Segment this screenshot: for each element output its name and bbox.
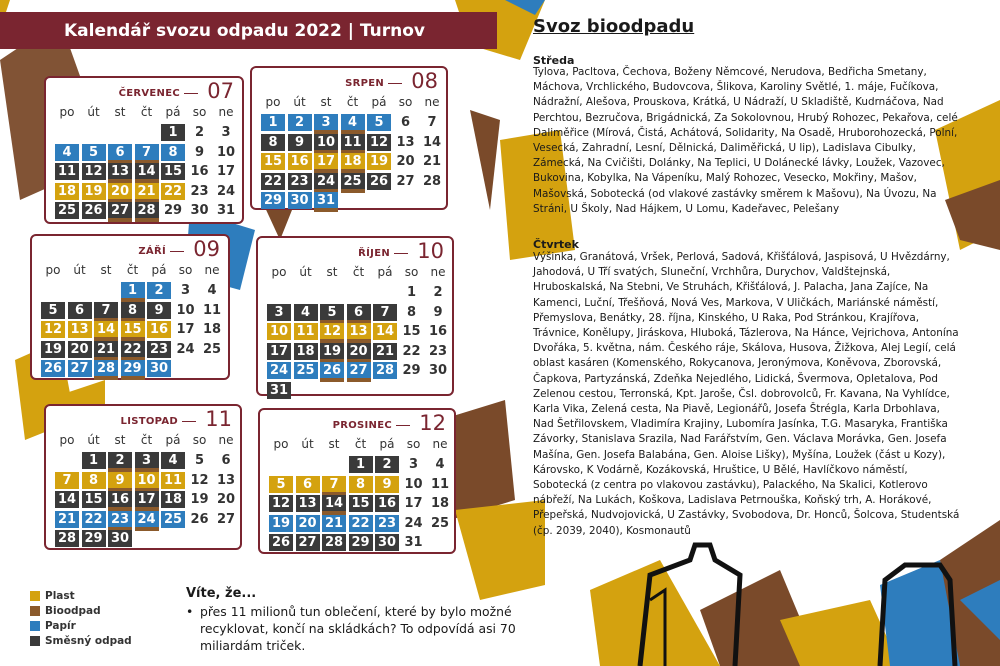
month-divider (388, 83, 402, 84)
calendar-day: 2 (375, 456, 399, 473)
calendar-day: 28 (422, 173, 442, 189)
calendar-day: 31 (216, 203, 236, 218)
calendar-day: 25 (430, 515, 450, 531)
wednesday-streets: Tylova, Pacltova, Čechova, Boženy Němcové, Nerudova, Bedřicha Smetany, Máchova, Vrchlického, Budovcova, Šlikova, Karoliny Světlé, 1. máje, Fučíkova, Nádražní, Alešova, Prouskova, Krátká, U Nádraží, U Skladiště, Kudrnáčova, Nad Perchtou, Bezručova, Brigádnická, Za Sokolovnou, Hrubý Rohozec, Pekařova, celé Daliměřice (Mírová, Čistá, Achátová, Solidarity, Na Osadě, Hruborohozecká, Polní, Vesecká, Zahradní, Lesní, Dělnická, Daliměřická, U lip), Ladislava Cibulky, Zámecká, Na Cvičišti, Dolánky, Na Teplici, U Dolánecké lávky, Loužek, Vazovec, Bukovina, Kobylka, Na Vápeníku, Malý Rohozec, Vesecko, Mokřiny, Mašov, Mašovská, Sobotecká (od vlakové zastávky směrem k Mašovu), Na Úvozu, Na Stráni, U Školy, Nad Hájkem, U Lomu, Kadeřavec, Pelešany (533, 66, 958, 215)
calendar-day: 20 (347, 343, 371, 360)
calendar-day: 15 (402, 324, 421, 339)
calendar-day: 18 (294, 343, 318, 360)
weekday-label: út (87, 105, 100, 119)
month-divider (182, 421, 196, 422)
calendar-day: 1 (121, 282, 145, 299)
calendar-day: 14 (373, 323, 397, 340)
weekday-label: čt (352, 265, 365, 279)
calendar-day: 20 (68, 341, 92, 358)
calendar-day: 6 (296, 476, 320, 493)
calendar-day: 5 (367, 114, 391, 131)
calendar-day: 16 (428, 324, 448, 339)
calendar-day: 22 (402, 343, 421, 359)
calendar-day: 24 (176, 341, 195, 357)
weekday-label: st (320, 95, 332, 109)
month-name: ČERVENEC (118, 88, 180, 99)
legend-item-plast: Plast (30, 588, 132, 603)
month-divider (394, 253, 408, 254)
weekday-label: út (73, 263, 86, 277)
month-number: 07 (207, 79, 234, 103)
calendar-day: 9 (375, 476, 399, 493)
calendar-day: 17 (216, 164, 236, 179)
calendar-day: 2 (288, 114, 312, 131)
calendar-day: 13 (68, 321, 92, 338)
legend-item-smesny: Směsný odpad (30, 633, 132, 648)
calendar-day: 10 (135, 472, 159, 489)
calendar-day: 21 (55, 511, 79, 528)
weekday-label: čt (140, 433, 153, 447)
weekday-label: út (299, 265, 312, 279)
calendar-day: 17 (314, 153, 338, 170)
weekday-label: po (59, 433, 75, 447)
calendar-day: 27 (108, 202, 132, 219)
calendar-day: 15 (82, 491, 106, 508)
calendar-listopad (44, 404, 242, 550)
calendar-day: 6 (400, 115, 411, 130)
calendar-day: 3 (314, 114, 338, 131)
weekday-label: čt (354, 437, 367, 451)
calendar-day: 6 (108, 144, 132, 161)
calendar-day: 23 (147, 341, 171, 358)
weekday-label: so (178, 263, 193, 277)
calendar-day: 21 (94, 341, 118, 358)
calendar-day: 26 (367, 173, 391, 190)
weekday-label: čt (140, 105, 153, 119)
calendar-day: 13 (216, 472, 236, 488)
calendar-červenec (44, 76, 244, 224)
calendar-day: 5 (194, 453, 205, 468)
calendar-day: 28 (94, 360, 118, 377)
wednesday-title: Středa (533, 54, 575, 67)
bioodpad-marker (108, 218, 132, 222)
calendar-day: 6 (347, 304, 371, 321)
calendar-day: 14 (135, 163, 159, 180)
calendar-day: 27 (396, 173, 415, 189)
calendar-day: 2 (194, 125, 205, 140)
calendar-day: 28 (322, 534, 346, 551)
bioodpad-marker (314, 208, 338, 212)
calendar-day: 28 (55, 530, 79, 547)
calendar-day: 24 (314, 173, 338, 190)
calendar-day: 11 (294, 323, 318, 340)
calendar-day: 12 (320, 323, 344, 340)
calendar-day: 3 (180, 283, 191, 298)
calendar-day: 7 (94, 302, 118, 319)
calendar-day: 23 (428, 343, 448, 359)
calendar-day: 17 (176, 322, 195, 337)
weekday-label: so (398, 95, 413, 109)
weekday-label: ne (218, 105, 234, 119)
calendar-day: 11 (161, 472, 185, 489)
calendar-day: 1 (161, 124, 185, 141)
bioodpad-marker (135, 218, 159, 222)
legend (30, 588, 132, 648)
calendar-day: 7 (55, 472, 79, 489)
calendar-day: 17 (404, 496, 423, 511)
calendar-day: 9 (108, 472, 132, 489)
calendar-day: 25 (294, 362, 318, 379)
calendar-day: 13 (296, 495, 320, 512)
calendar-day: 2 (108, 452, 132, 469)
page-title: Kalendář svozu odpadu 2022 | Turnov (0, 12, 497, 49)
calendar-day: 2 (433, 285, 443, 300)
calendar-day: 29 (261, 192, 285, 209)
calendar-day: 21 (422, 154, 442, 169)
calendar-day: 8 (349, 476, 373, 493)
calendar-day: 26 (190, 511, 209, 527)
weekday-label: po (265, 95, 281, 109)
calendar-day: 3 (135, 452, 159, 469)
weekday-label: út (87, 433, 100, 447)
calendar-day: 16 (288, 153, 312, 170)
calendar-day: 18 (202, 322, 222, 337)
month-number: 08 (411, 69, 438, 93)
calendar-day: 13 (347, 323, 371, 340)
calendar-day: 24 (135, 511, 159, 528)
calendar-day: 18 (430, 496, 450, 511)
calendar-day: 8 (82, 472, 106, 489)
bioodpad-marker (94, 376, 118, 380)
calendar-day: 5 (41, 302, 65, 319)
calendar-day: 15 (349, 495, 373, 512)
calendar-day: 22 (261, 173, 285, 190)
weekday-label: pá (165, 433, 181, 447)
calendar-day: 10 (176, 302, 195, 318)
calendar-day: 11 (55, 163, 79, 180)
calendar-day: 30 (428, 363, 448, 378)
weekday-label: st (100, 263, 112, 277)
calendar-day: 4 (55, 144, 79, 161)
calendar-day: 12 (269, 495, 293, 512)
calendar-day: 1 (406, 285, 417, 300)
calendar-day: 25 (161, 511, 185, 528)
weekday-label: so (406, 437, 421, 451)
fact-box (186, 586, 516, 654)
bioodpad-marker (320, 378, 344, 382)
legend-item-bioodpad: Bioodpad (30, 603, 132, 618)
calendar-day: 29 (349, 534, 373, 551)
calendar-day: 1 (261, 114, 285, 131)
calendar-day: 11 (430, 476, 450, 492)
calendar-day: 3 (267, 304, 291, 321)
calendar-říjen (256, 236, 454, 396)
calendar-day: 29 (121, 360, 145, 377)
calendar-day: 9 (194, 144, 205, 160)
calendar-day: 15 (261, 153, 285, 170)
calendar-day: 1 (82, 452, 106, 469)
calendar-day: 19 (320, 343, 344, 360)
calendar-day: 25 (202, 341, 222, 357)
weekday-label: po (273, 437, 289, 451)
calendar-day: 27 (68, 360, 92, 377)
calendar-day: 31 (314, 192, 338, 209)
calendar-day: 5 (269, 476, 293, 493)
calendar-day: 8 (406, 304, 417, 320)
calendar-day: 27 (216, 511, 236, 527)
calendar-day: 7 (427, 115, 437, 130)
month-number: 10 (417, 239, 444, 263)
calendar-day: 22 (121, 341, 145, 358)
calendar-day: 10 (404, 476, 423, 492)
calendar-day: 12 (82, 163, 106, 180)
calendar-day: 28 (373, 362, 397, 379)
calendar-day: 16 (375, 495, 399, 512)
calendar-day: 11 (341, 134, 365, 151)
calendar-day: 9 (147, 302, 171, 319)
calendar-day: 15 (121, 321, 145, 338)
calendar-day: 22 (161, 183, 185, 200)
calendar-day: 9 (433, 304, 443, 320)
calendar-day: 21 (322, 515, 346, 532)
calendar-day: 1 (349, 456, 373, 473)
weekday-label: pá (371, 95, 387, 109)
month-name: SRPEN (345, 78, 384, 89)
month-number: 12 (419, 411, 446, 435)
calendar-day: 13 (396, 134, 415, 150)
weekday-label: čt (346, 95, 359, 109)
thursday-title: Čtvrtek (533, 238, 579, 251)
calendar-day: 19 (41, 341, 65, 358)
calendar-day: 8 (261, 134, 285, 151)
calendar-day: 31 (404, 535, 423, 550)
calendar-day: 19 (190, 492, 209, 507)
weekday-label: čt (126, 263, 139, 277)
calendar-day: 20 (216, 492, 236, 507)
calendar-day: 16 (108, 491, 132, 508)
calendar-day: 5 (320, 304, 344, 321)
fact-heading: Víte, že... (186, 586, 257, 601)
calendar-day: 24 (216, 183, 236, 199)
calendar-day: 10 (267, 323, 291, 340)
calendar-day: 24 (267, 362, 291, 379)
calendar-day: 26 (82, 202, 106, 219)
weekday-label: st (114, 105, 126, 119)
calendar-day: 12 (190, 472, 209, 488)
calendar-září (30, 234, 230, 380)
weekday-label: ne (432, 437, 448, 451)
weekday-label: so (192, 433, 207, 447)
calendar-day: 4 (435, 457, 445, 472)
weekday-label: ne (430, 265, 446, 279)
calendar-day: 19 (82, 183, 106, 200)
month-number: 11 (205, 407, 232, 431)
calendar-day: 4 (207, 283, 217, 298)
month-divider (170, 251, 184, 252)
weekday-label: út (293, 95, 306, 109)
calendar-day: 9 (288, 134, 312, 151)
calendar-day: 16 (147, 321, 171, 338)
calendar-day: 22 (349, 515, 373, 532)
calendar-day: 29 (402, 363, 421, 378)
calendar-day: 29 (163, 203, 183, 218)
calendar-day: 30 (190, 203, 209, 218)
calendar-day: 25 (341, 173, 365, 190)
calendar-day: 18 (341, 153, 365, 170)
calendar-day: 7 (373, 304, 397, 321)
calendar-day: 27 (296, 534, 320, 551)
calendar-day: 20 (396, 154, 415, 169)
calendar-day: 4 (341, 114, 365, 131)
calendar-day: 7 (322, 476, 346, 493)
bio-heading: Svoz bioodpadu (533, 16, 695, 37)
weekday-label: pá (165, 105, 181, 119)
calendar-day: 22 (82, 511, 106, 528)
calendar-day: 20 (108, 183, 132, 200)
calendar-day: 24 (404, 515, 423, 531)
weekday-label: st (114, 433, 126, 447)
weekday-label: st (328, 437, 340, 451)
calendar-day: 16 (190, 164, 209, 179)
calendar-day: 18 (55, 183, 79, 200)
calendar-day: 12 (41, 321, 65, 338)
calendar-day: 26 (320, 362, 344, 379)
weekday-label: pá (379, 437, 395, 451)
calendar-day: 23 (375, 515, 399, 532)
calendar-day: 23 (108, 511, 132, 528)
calendar-day: 29 (82, 530, 106, 547)
calendar-day: 11 (202, 302, 222, 318)
weekday-label: pá (151, 263, 167, 277)
weekday-label: po (59, 105, 75, 119)
weekday-label: ne (424, 95, 440, 109)
calendar-day: 8 (161, 144, 185, 161)
calendar-day: 3 (408, 457, 419, 472)
calendar-day: 30 (147, 360, 171, 377)
month-name: ŘÍJEN (358, 248, 390, 259)
bioodpad-marker (135, 527, 159, 531)
calendar-day: 30 (108, 530, 132, 547)
month-name: LISTOPAD (120, 416, 178, 427)
weekday-label: po (271, 265, 287, 279)
weekday-label: po (45, 263, 61, 277)
weekday-label: ne (204, 263, 220, 277)
calendar-day: 14 (422, 134, 442, 150)
calendar-day: 18 (161, 491, 185, 508)
calendar-srpen (250, 66, 448, 210)
bioodpad-marker (121, 376, 145, 380)
thursday-streets: Výšinka, Granátová, Vršek, Perlová, Sadová, Křišťálová, Jaspisová, U Hvězdárny, Jahodová, U Tří svatých, Sluneční, Vrchhůra, Durychov, Valdštejnská, Hruboskalská, Na Stebni, Ve Struhách, Křišťálová, J. Palacha, Jana Zajíce, Na Kamenci, Luční, Třešňová, Nová Ves, Markova, V Uličkách, Mariánské náměstí, Přemyslova, Benátky, 28. října, Kinského, U Raka, Pod Stránkou, Krajířova, Trávnice, Konělupy, Jiráskova, Hluboká, Tázlerova, Na Hánce, Vejrichova, Antonína Dvořáka, 5. května, nám. Českého ráje, Skálova, Husova, Žižkova, Alej Legií, celá oblast kasáren (Komenského, Rokycanova, Jeronýmova, Koněvova, Zborovská, Čapkova, Partyzánská, Zdeňka Nejedlého, Lidická, Švermova, Opletalova, Pod Zelenou cestou, Terronská, Kpt. Jaroše, Čsl. dobrovolců, Fr. Kavana, Na Vyhlídce, Karla Vika, Zelená cesta, Na Piavě, Legionářů, Josefa Štrégla, Karla Drbohlava, Nad Šetřilovskem, Vladimíra Krajiny, Lubomíra Jasínka, T.G. Masaryka, Františka Závorky, Stanislava Srazila, Nad Farářstvím, Gen. Václava Morávka, Gen. Josefa Mašína, Gen. Josefa Balabána, Gen. Aloise Lišky), Myšína, Loužek (část u Kozy), Károvsko, K Vodárně, Kozákovská, Hruštice, U Bělé, Havlíčkovo náměstí, Sobotecká (z centra po vlakovou zastávku), Palackého, Na Skalici, Kotlerovo nábřeží, Na Lukách, Koškova, Ladislava Petrnouška, Koňský trh, A. Horákové, Přepeřská, Nudvojovická, U Zastávky, Svobodova, Dr. Honců, Šolcova, Studentská (čp. 2039, 2040), Kosmonautů (533, 251, 960, 537)
calendar-day: 31 (267, 382, 291, 399)
calendar-day: 6 (221, 453, 231, 468)
month-name: ZÁŘÍ (138, 246, 166, 257)
calendar-day: 6 (68, 302, 92, 319)
weekday-label: ne (218, 433, 234, 447)
weekday-label: st (326, 265, 338, 279)
calendar-day: 14 (55, 491, 79, 508)
weekday-label: so (404, 265, 419, 279)
calendar-day: 30 (288, 192, 312, 209)
bioodpad-marker (347, 378, 371, 382)
month-divider (396, 425, 410, 426)
bioodpad-marker (341, 189, 365, 193)
calendar-day: 12 (367, 134, 391, 151)
calendar-day: 4 (161, 452, 185, 469)
legend-item-papir: Papír (30, 618, 132, 633)
calendar-day: 4 (294, 304, 318, 321)
calendar-day: 19 (367, 153, 391, 170)
calendar-day: 26 (41, 360, 65, 377)
calendar-day: 26 (269, 534, 293, 551)
calendar-day: 14 (94, 321, 118, 338)
weekday-label: pá (377, 265, 393, 279)
weekday-label: út (301, 437, 314, 451)
month-divider (184, 93, 198, 94)
calendar-day: 17 (135, 491, 159, 508)
calendar-day: 23 (190, 183, 209, 199)
calendar-day: 21 (135, 183, 159, 200)
calendar-day: 8 (121, 302, 145, 319)
calendar-day: 14 (322, 495, 346, 512)
calendar-day: 30 (375, 534, 399, 551)
fact-text: • přes 11 milionů tun oblečení, které by bylo možné recyklovat, končí na skládkách? To odpovídá asi 70 miliardám triček. (186, 603, 516, 654)
calendar-day: 3 (221, 125, 231, 140)
calendar-day: 25 (55, 202, 79, 219)
calendar-prosinec (258, 408, 456, 554)
calendar-day: 13 (108, 163, 132, 180)
calendar-day: 2 (147, 282, 171, 299)
calendar-day: 10 (216, 144, 236, 160)
calendar-day: 19 (269, 515, 293, 532)
weekday-label: so (192, 105, 207, 119)
month-number: 09 (193, 237, 220, 261)
calendar-day: 28 (135, 202, 159, 219)
calendar-day: 23 (288, 173, 312, 190)
calendar-day: 21 (373, 343, 397, 360)
calendar-day: 20 (296, 515, 320, 532)
calendar-day: 27 (347, 362, 371, 379)
calendar-day: 10 (314, 134, 338, 151)
month-name: PROSINEC (332, 420, 392, 431)
calendar-day: 17 (267, 343, 291, 360)
calendar-day: 7 (135, 144, 159, 161)
calendar-day: 5 (82, 144, 106, 161)
calendar-day: 15 (161, 163, 185, 180)
